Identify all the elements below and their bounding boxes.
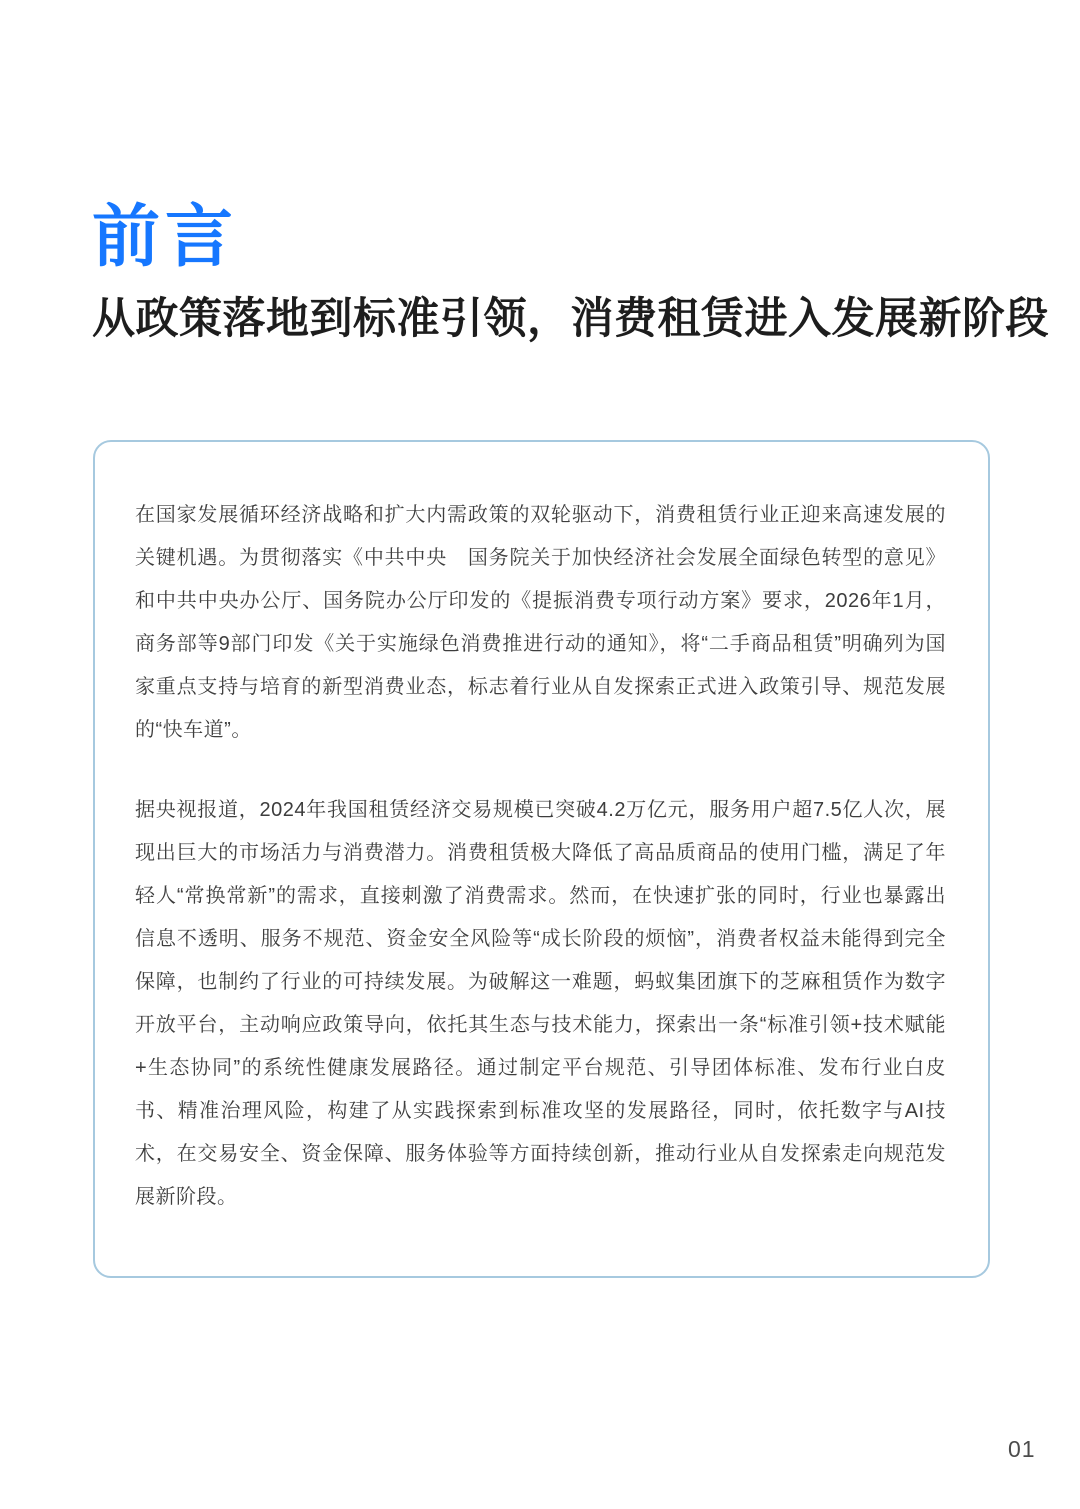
preface-content-box — [93, 440, 990, 1278]
paragraph-policy-background: 在国家发展循环经济战略和扩大内需政策的双轮驱动下，消费租赁行业正迎来高速发展的关键机遇。为贯彻落实《中共中央 国务院关于加快经济社会发展全面绿色转型的意见》和中共中央办公厅、国务院办公厅印发的《提振消费专项行动方案》要求，2026年1月，商务部等9部门印发《关于实施绿色消费推进行动的通知》，将“二手商品租赁”明确列为国家重点支持与培育的新型消费业态，标志着行业从自发探索正式进入政策引导、规范发展的“快车道”。 — [135, 504, 946, 741]
page-number: 01 — [1008, 1436, 1036, 1462]
paragraph-market-and-platform: 据央视报道，2024年我国租赁经济交易规模已突破4.2万亿元，服务用户超7.5亿人次，展现出巨大的市场活力与消费潜力。消费租赁极大降低了高品质商品的使用门槛，满足了年轻人“常换常新”的需求，直接刺激了消费需求。然而，在快速扩张的同时，行业也暴露出信息不透明、服务不规范、资金安全风险等“成长阶段的烦恼”，消费者权益未能得到完全保障，也制约了行业的可持续发展。为破解这一难题，蚂蚁集团旗下的芝麻租赁作为数字开放平台，主动响应政策导向，依托其生态与技术能力，探索出一条“标准引领+技术赋能+生态协同”的系统性健康发展路径。通过制定平台规范、引导团体标准、发布行业白皮书、精准治理风险，构建了从实践探索到标准攻坚的发展路径，同时，依托数字与AI技术，在交易安全、资金保障、服务体验等方面持续创新，推动行业从自发探索走向规范发展新阶段。 — [135, 799, 946, 1208]
page-subtitle: 从政策落地到标准引领，消费租赁进入发展新阶段 — [92, 295, 1049, 343]
page-title: 前言 — [92, 199, 239, 275]
